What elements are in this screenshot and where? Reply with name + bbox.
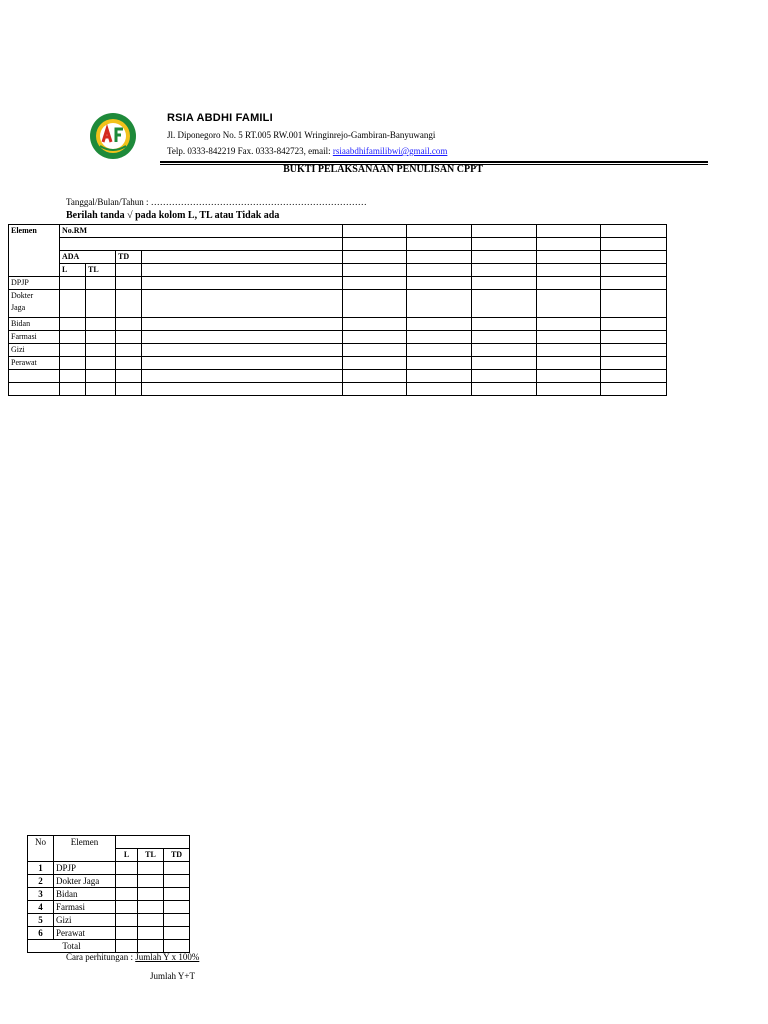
grid-cell[interactable] [116,370,142,383]
grid-cell[interactable] [9,370,60,383]
checklist-table [8,224,667,396]
grid-cell[interactable] [86,344,116,357]
header-rule [160,161,708,163]
header-l: L [60,264,86,277]
grid-cell[interactable] [472,344,537,357]
summary-header-elemen: Elemen [54,836,116,862]
calculation-denominator: Jumlah Y+T [150,971,195,981]
grid-cell[interactable] [472,238,537,251]
calculation-formula [66,952,199,962]
org-contact [167,146,447,156]
checklist-row [9,344,667,357]
date-line: Tanggal/Bulan/Tahun : ……………………………………………………………… [66,197,367,207]
summary-cell[interactable] [138,888,164,901]
checklist-row [9,318,667,331]
grid-cell[interactable] [537,238,601,251]
grid-cell[interactable] [60,357,86,370]
summary-cell[interactable] [116,927,138,940]
grid-cell[interactable] [601,225,667,238]
grid-cell[interactable] [343,383,407,396]
summary-row-elemen: Bidan [54,888,116,901]
summary-cell[interactable] [138,927,164,940]
grid-cell[interactable] [142,344,343,357]
checklist-table-body [9,225,667,396]
grid-cell[interactable] [60,331,86,344]
summary-table-body [28,836,190,953]
grid-cell[interactable] [343,331,407,344]
grid-cell[interactable] [601,383,667,396]
grid-cell[interactable] [343,225,407,238]
org-address: Jl. Diponegoro No. 5 RT.005 RW.001 Wringinrejo-Gambiran-Banyuwangi [167,130,436,140]
hospital-logo-icon [89,112,137,160]
grid-cell[interactable] [86,290,116,318]
grid-cell[interactable] [407,290,472,318]
header-elemen: Elemen [9,225,60,277]
header-norm: No.RM [60,225,343,238]
summary-header-no: No [28,836,54,862]
checklist-row-empty [9,383,667,396]
row-label: DPJP [9,277,60,290]
checklist-row-empty [9,370,667,383]
checklist-row [9,277,667,290]
grid-cell[interactable] [142,357,343,370]
grid-cell[interactable] [601,251,667,264]
summary-row-elemen: Perawat [54,927,116,940]
grid-cell[interactable] [537,318,601,331]
grid-cell[interactable] [60,290,86,318]
grid-cell[interactable] [472,225,537,238]
summary-row [28,914,190,927]
grid-cell[interactable] [86,318,116,331]
grid-cell[interactable] [601,264,667,277]
document-title: BUKTI PELAKSANAAN PENULISAN CPPT [283,164,483,175]
grid-cell[interactable] [343,344,407,357]
summary-cell[interactable] [164,927,190,940]
grid-cell[interactable] [343,370,407,383]
grid-cell[interactable] [142,383,343,396]
grid-cell[interactable] [601,357,667,370]
grid-cell[interactable] [60,318,86,331]
calculation-numerator: Jumlah Y x 100% [135,952,200,962]
grid-cell[interactable] [60,238,343,251]
grid-cell[interactable] [343,290,407,318]
row-label: Farmasi [9,331,60,344]
grid-cell[interactable] [60,277,86,290]
grid-cell[interactable] [142,318,343,331]
summary-total-row [28,940,190,953]
summary-table [27,835,190,953]
instruction-text: Berilah tanda √ pada kolom L, TL atau Tidak ada [66,210,280,221]
grid-cell[interactable] [116,277,142,290]
grid-cell[interactable] [116,383,142,396]
summary-cell[interactable] [164,914,190,927]
grid-cell[interactable] [86,383,116,396]
grid-cell[interactable] [86,370,116,383]
grid-cell[interactable] [86,277,116,290]
row-label: Perawat [9,357,60,370]
grid-cell[interactable] [142,264,343,277]
summary-cell[interactable] [164,862,190,875]
grid-cell[interactable] [60,383,86,396]
grid-cell[interactable] [407,344,472,357]
grid-cell[interactable] [407,264,472,277]
header-td: TD [116,251,142,264]
grid-cell[interactable] [142,277,343,290]
grid-cell[interactable] [86,357,116,370]
grid-cell[interactable] [142,370,343,383]
grid-cell[interactable] [407,331,472,344]
summary-cell[interactable] [116,875,138,888]
grid-cell[interactable] [537,357,601,370]
summary-cell[interactable] [138,901,164,914]
summary-row [28,901,190,914]
grid-cell[interactable] [9,383,60,396]
checklist-row [9,357,667,370]
row-label: Gizi [9,344,60,357]
summary-header-tl: TL [138,849,164,862]
grid-cell[interactable] [472,251,537,264]
grid-cell[interactable] [472,318,537,331]
grid-cell[interactable] [537,264,601,277]
summary-cell[interactable] [138,862,164,875]
grid-cell[interactable] [537,277,601,290]
grid-cell[interactable] [472,264,537,277]
summary-row [28,875,190,888]
grid-cell[interactable] [343,357,407,370]
grid-cell[interactable] [116,290,142,318]
grid-cell[interactable] [142,251,343,264]
grid-cell[interactable] [407,383,472,396]
summary-row-elemen: DPJP [54,862,116,875]
grid-cell[interactable] [601,344,667,357]
grid-cell[interactable] [343,264,407,277]
grid-cell[interactable] [142,331,343,344]
grid-cell[interactable] [601,331,667,344]
grid-cell[interactable] [343,238,407,251]
summary-cell[interactable] [116,888,138,901]
summary-row-no: 2 [28,875,54,888]
summary-cell[interactable] [138,940,164,953]
summary-row [28,927,190,940]
grid-cell[interactable] [472,331,537,344]
summary-cell[interactable] [116,940,138,953]
summary-cell[interactable] [116,914,138,927]
summary-header-td: TD [164,849,190,862]
grid-cell[interactable] [407,357,472,370]
summary-row [28,888,190,901]
summary-row-elemen: Farmasi [54,901,116,914]
grid-cell[interactable] [537,344,601,357]
grid-cell[interactable] [407,225,472,238]
grid-cell[interactable] [343,318,407,331]
grid-cell[interactable] [601,277,667,290]
grid-cell[interactable] [537,370,601,383]
grid-cell[interactable] [407,238,472,251]
grid-cell[interactable] [472,277,537,290]
summary-cell[interactable] [164,940,190,953]
grid-cell[interactable] [142,290,343,318]
grid-cell[interactable] [86,331,116,344]
summary-row-no: 5 [28,914,54,927]
contact-text: Telp. 0333-842219 Fax. 0333-842723, email: [167,146,333,156]
grid-cell[interactable] [537,383,601,396]
grid-cell[interactable] [472,383,537,396]
grid-cell[interactable] [116,344,142,357]
header-tl: TL [86,264,116,277]
grid-cell[interactable] [407,251,472,264]
summary-row-no: 1 [28,862,54,875]
summary-header-l: L [116,849,138,862]
summary-cell[interactable] [164,888,190,901]
email-link[interactable]: rsiaabdhifamilibwi@gmail.com [332,146,448,156]
org-name: RSIA ABDHI FAMILI [167,112,273,124]
grid-cell[interactable] [472,357,537,370]
row-label: Dokter Jaga [9,290,60,318]
grid-cell[interactable] [537,251,601,264]
summary-header-blank [116,836,190,849]
header-ada: ADA [60,251,116,264]
grid-cell[interactable] [601,318,667,331]
grid-cell[interactable] [407,318,472,331]
grid-cell[interactable] [343,251,407,264]
summary-row [28,862,190,875]
grid-cell[interactable] [343,277,407,290]
summary-row-no: 3 [28,888,54,901]
summary-row-elemen: Gizi [54,914,116,927]
summary-cell[interactable] [138,875,164,888]
grid-cell[interactable] [60,370,86,383]
summary-cell[interactable] [164,901,190,914]
checklist-row [9,331,667,344]
grid-cell[interactable] [116,331,142,344]
grid-cell[interactable] [472,290,537,318]
grid-cell[interactable] [601,290,667,318]
grid-cell[interactable] [407,277,472,290]
grid-cell[interactable] [60,344,86,357]
grid-cell[interactable] [116,357,142,370]
grid-cell[interactable] [116,264,142,277]
grid-cell[interactable] [472,370,537,383]
grid-cell[interactable] [601,238,667,251]
grid-cell[interactable] [537,331,601,344]
grid-cell[interactable] [601,370,667,383]
summary-cell[interactable] [116,901,138,914]
grid-cell[interactable] [537,290,601,318]
summary-cell[interactable] [164,875,190,888]
calculation-label: Cara perhitungan : [66,952,136,962]
row-label: Bidan [9,318,60,331]
grid-cell[interactable] [537,225,601,238]
summary-cell[interactable] [138,914,164,927]
grid-cell[interactable] [116,318,142,331]
summary-row-no: 4 [28,901,54,914]
summary-cell[interactable] [116,862,138,875]
summary-total-label: Total [28,940,116,953]
summary-row-elemen: Dokter Jaga [54,875,116,888]
grid-cell[interactable] [407,370,472,383]
checklist-row [9,290,667,318]
summary-row-no: 6 [28,927,54,940]
